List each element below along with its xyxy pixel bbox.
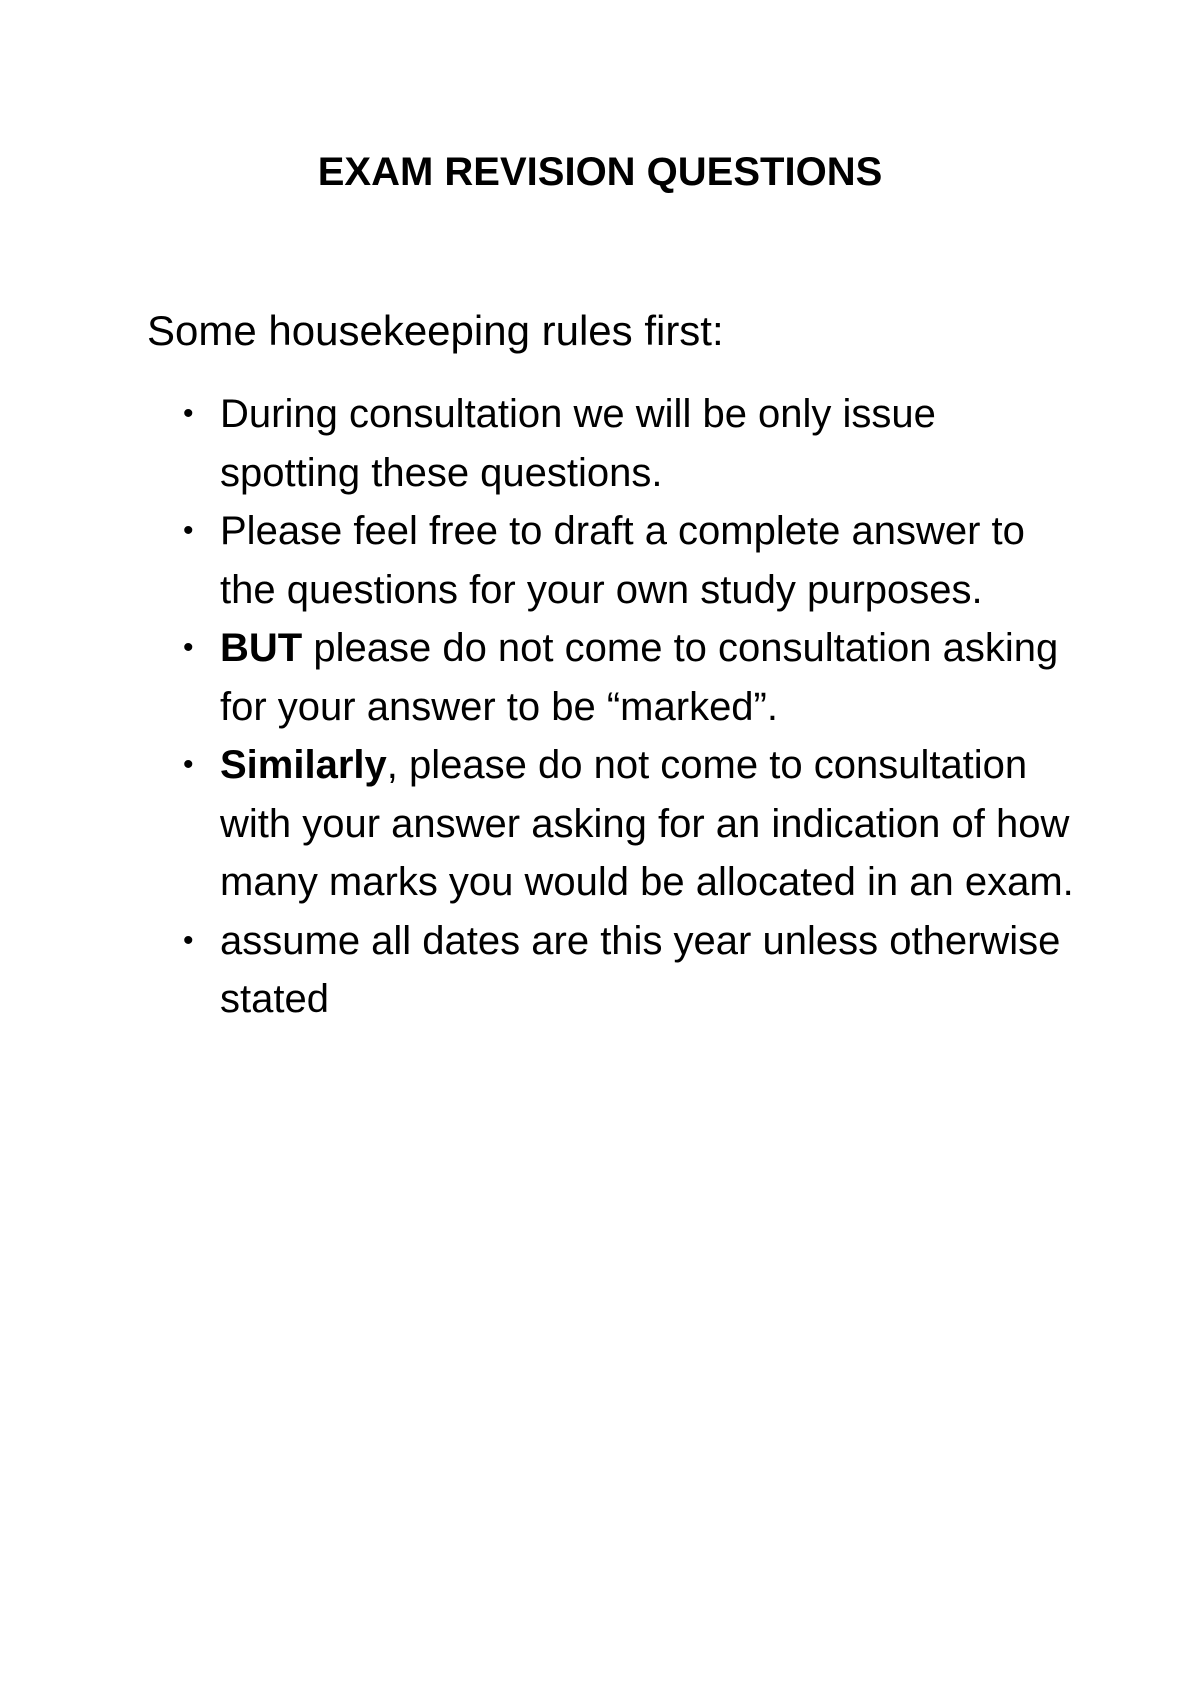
rule-text: please do not come to consultation asking for your answer to be “marked”. [220,626,1059,729]
rules-list [0,385,1200,1029]
rule-text: During consultation we will be only issue spotting these questions. [220,392,936,495]
bullet-icon: • [183,748,194,781]
list-item [0,736,1080,912]
rule-text: assume all dates are this year unless otherwise stated [220,918,1061,1021]
bullet-icon: • [183,923,194,957]
bullet-icon: • [183,397,194,430]
rule-text: , please do not come to consultation with your answer asking for an indication of how many marks you would be allocated in an exam. [220,743,1074,904]
list-item [0,502,1080,619]
rule-text: Please feel free to draft a complete answer to the questions for your own study purposes. [220,509,1025,612]
list-item [0,385,1080,502]
list-item [0,619,1080,736]
bullet-icon: • [183,514,194,547]
rule-emphasis: BUT [220,626,303,670]
bullet-icon: • [183,631,194,664]
intro-text: Some housekeeping rules first: [147,307,724,354]
rule-emphasis: Similarly [220,743,387,787]
list-item [0,912,1080,1029]
page-title: EXAM REVISION QUESTIONS [317,150,883,194]
